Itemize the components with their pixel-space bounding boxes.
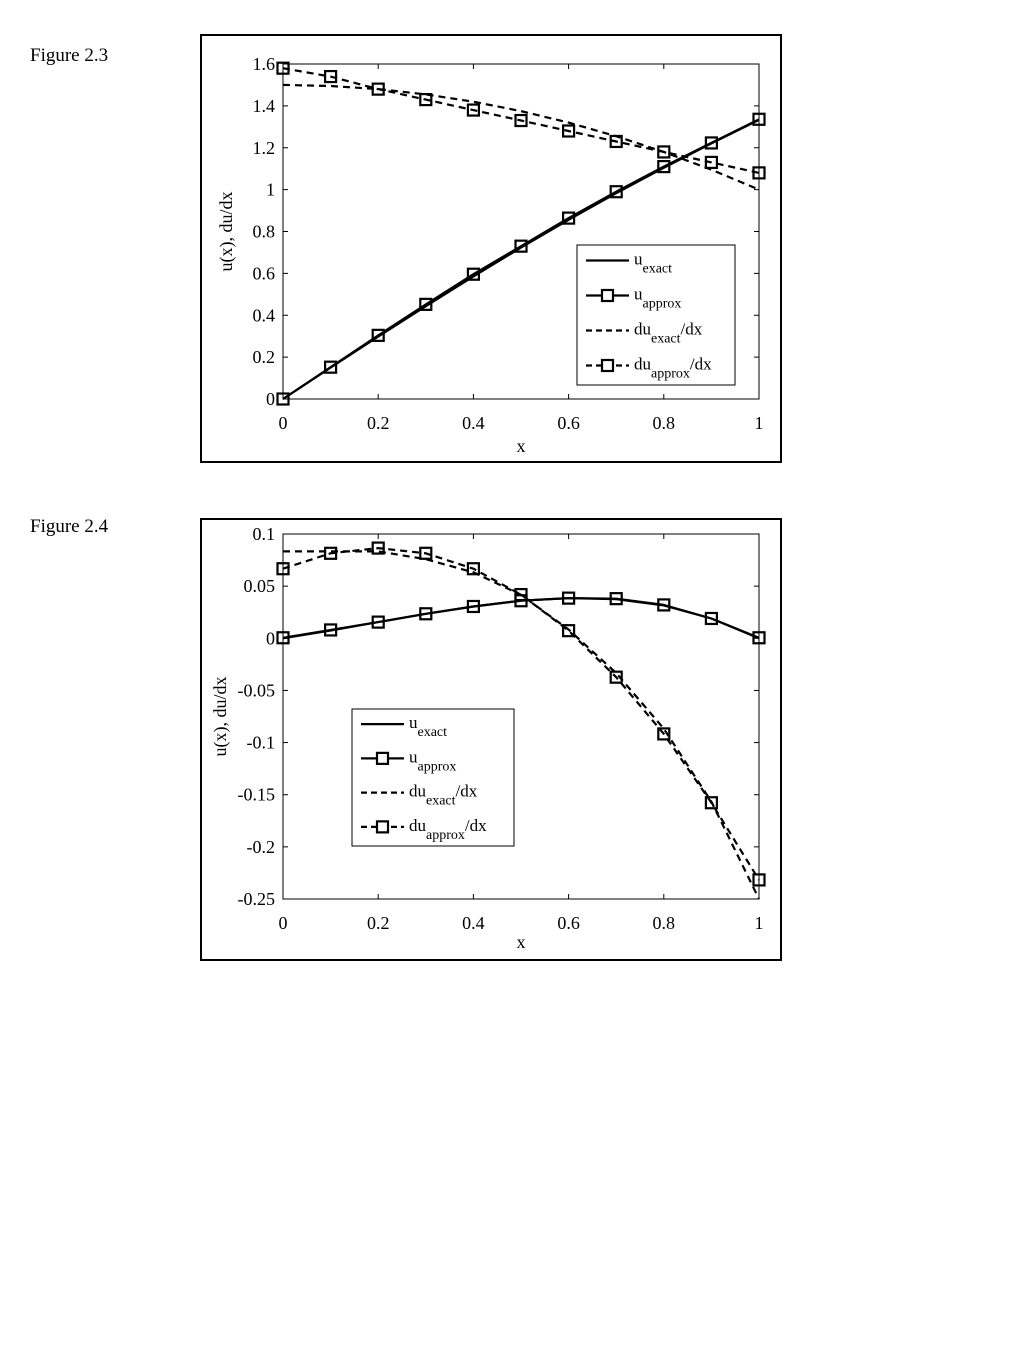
x-tick-label: 0.4 [462,413,485,433]
y-axis-label: u(x), du/dx [210,676,230,757]
series-line-u-approx [283,598,759,638]
y-tick-label: 1.2 [252,137,275,158]
legend-entry-label: $u_{exact}$ [409,713,448,741]
y-tick-label: 0 [266,389,275,409]
legend-entry-label: $u_{exact}$ [634,249,673,277]
legend-entry-label: $du_{exact}/dx$ [409,781,478,809]
x-tick-label: 0.4 [462,913,485,933]
x-axis-label: x [516,932,526,952]
legend-entry-label: $du_{approx}/dx$ [409,815,487,843]
y-tick-label: -0.15 [237,784,275,805]
y-tick-label: -0.25 [237,889,275,909]
x-tick-label: 0 [278,413,288,433]
legend-marker-sample [377,753,388,764]
x-tick-label: 0 [278,913,288,933]
x-tick-label: 1 [754,913,764,933]
x-tick-label: 0.2 [366,413,390,433]
legend-entry-label: $du_{exact}/dx$ [634,319,703,347]
legend-entry-label: $du_{approx}/dx$ [634,354,712,382]
legend-entry-label: $u_{approx}$ [409,747,457,775]
x-tick-label: 0.8 [652,913,676,933]
x-tick-label: 0.2 [366,913,390,933]
y-tick-label: -0.05 [237,680,275,701]
x-axis-label: x [516,436,526,456]
x-tick-label: 0.8 [652,413,676,433]
y-tick-label: 0.6 [252,263,275,284]
x-tick-label: 1 [754,413,764,433]
y-tick-label: 0 [266,628,275,649]
figure-2-4-label: Figure 2.4 [30,516,109,537]
legend-entry-label: $u_{approx}$ [634,284,682,312]
y-axis-label: u(x), du/dx [216,191,236,272]
y-tick-label: 0.05 [243,576,275,597]
y-tick-label: -0.1 [246,732,275,753]
x-tick-label: 0.6 [557,913,580,933]
y-tick-label: 1.4 [252,95,275,116]
figure-2-3-label: Figure 2.3 [30,45,109,66]
legend-marker-sample [377,821,388,832]
y-tick-label: -0.2 [246,836,275,857]
y-tick-label: 1.6 [252,54,275,74]
y-tick-label: 1 [266,179,275,200]
legend [352,709,514,846]
y-tick-label: 0.1 [252,524,275,544]
x-tick-label: 0.6 [557,413,580,433]
y-tick-label: 0.2 [252,347,275,368]
y-tick-label: 0.8 [252,221,275,242]
y-tick-label: 0.4 [252,305,275,326]
series-line-u-exact [283,598,759,638]
